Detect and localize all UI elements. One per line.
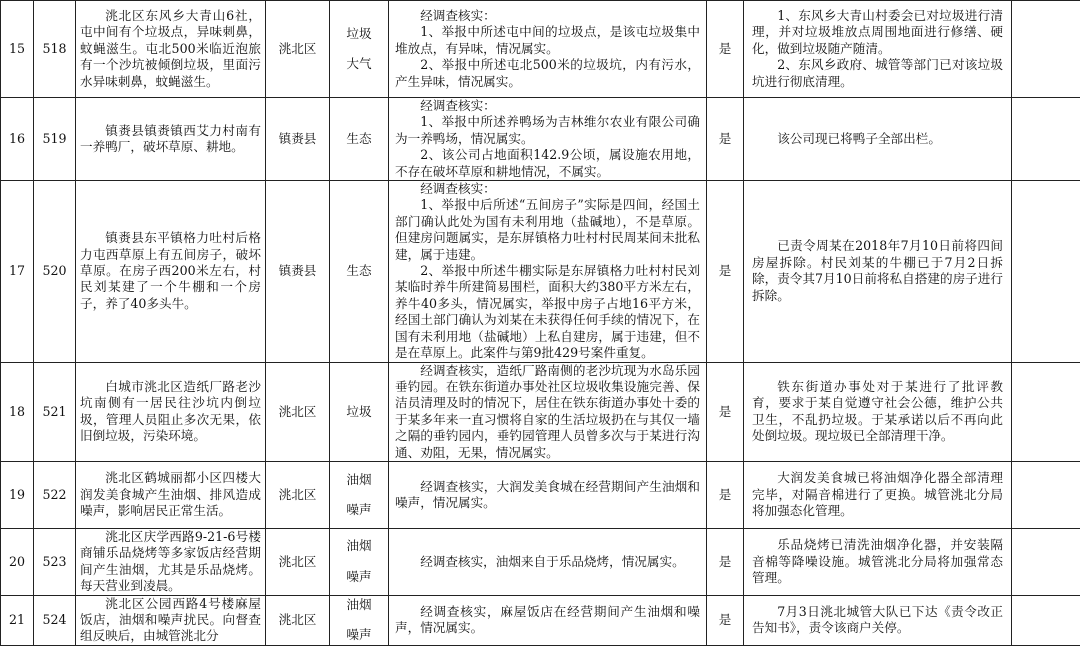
result-paragraph: 1、东风乡大青山村委会已对垃圾进行清理，并对垃圾堆放点周围地面进行修缮、硬化，做到垃圾随产随清。 — [752, 8, 1003, 57]
check-paragraph: 经调查核实： — [395, 8, 700, 24]
verdict-cell: 是 — [707, 461, 744, 528]
seq-cell: 19 — [1, 461, 34, 528]
type-label: 噪声 — [330, 569, 388, 585]
result-cell — [744, 528, 1012, 595]
district-cell: 洮北区 — [266, 595, 330, 645]
case-no-cell: 524 — [34, 595, 76, 645]
check-cell — [389, 98, 707, 181]
result-paragraph: 铁东街道办事处对于某进行了批评教育，要求于某自觉遵守社会公德，维护公共卫生，不乱扔垃圾。于某承诺以后不再向此处倒垃圾。现垃圾已全部清理干净。 — [752, 379, 1003, 445]
type-cell — [330, 461, 389, 528]
type-label: 噪声 — [330, 502, 388, 518]
type-label: 垃圾 — [330, 404, 388, 420]
case-no-cell: 521 — [34, 362, 76, 461]
verdict-cell: 是 — [707, 98, 744, 181]
case-no-cell: 522 — [34, 461, 76, 528]
check-paragraph: 经调查核实，大润发美食城在经营期间产生油烟和噪声，情况属实。 — [395, 479, 700, 512]
type-cell — [330, 595, 389, 645]
type-label: 大气 — [330, 56, 388, 72]
result-paragraph: 大润发美食城已将油烟净化器全部清理完毕，对隔音棉进行了更换。城管洮北分局将加强态化管理。 — [752, 470, 1003, 519]
blank-cell — [1012, 461, 1080, 528]
type-label: 生态 — [330, 263, 388, 279]
check-paragraph: 2、举报中所述牛棚实际是东屏镇格力吐村村民刘某临时养牛所建简易围栏，面积大约380平方米左右，养牛40多头，情况属实，举报中房子占地16平方米，经国土部门确认为刘某在未获得任何手续的情况下，在国有未利用地（盐碱地）上私自建房，属于违建，但不是在草原上。此案件与第9批429号案件重复。 — [395, 263, 700, 361]
table-row — [1, 1, 1080, 98]
district-cell: 洮北区 — [266, 362, 330, 461]
table-row — [1, 98, 1080, 181]
blank-cell — [1012, 528, 1080, 595]
type-label: 油烟 — [330, 472, 388, 488]
district-cell: 镇赉县 — [266, 181, 330, 362]
result-cell — [744, 1, 1012, 98]
check-paragraph: 经调查核实： — [395, 98, 700, 114]
district-cell: 洮北区 — [266, 461, 330, 528]
verdict-cell: 是 — [707, 1, 744, 98]
check-cell — [389, 362, 707, 461]
result-cell — [744, 461, 1012, 528]
type-label: 噪声 — [330, 627, 388, 643]
blank-cell — [1012, 1, 1080, 98]
description-cell: 洮北区鹤城丽都小区四楼大润发美食城产生油烟、排风造成噪声，影响居民正常生活。 — [76, 461, 266, 528]
type-cell — [330, 528, 389, 595]
blank-cell — [1012, 181, 1080, 362]
check-cell — [389, 181, 707, 362]
check-paragraph: 1、举报中所述养鸭场为吉林维尔农业有限公司确为一养鸭场，情况属实。 — [395, 114, 700, 147]
description-cell: 洮北区庆学西路9-21-6号楼商铺乐品烧烤等多家饭店经营期间产生油烟，尤其是乐品烧烤。每天营业到凌晨。 — [76, 528, 266, 595]
case-no-cell: 518 — [34, 1, 76, 98]
check-cell — [389, 461, 707, 528]
result-paragraph: 7月3日洮北城管大队已下达《责令改正告知书》，责令该商户关停。 — [752, 604, 1003, 637]
result-paragraph: 已责令周某在2018年7月10日前将四间房屋拆除。村民刘某的牛棚已于7月2日拆除，责令其7月10日前将私自搭建的房子进行拆除。 — [752, 238, 1003, 304]
seq-cell: 20 — [1, 528, 34, 595]
blank-cell — [1012, 595, 1080, 645]
description-cell: 白城市洮北区造纸厂路老沙坑南侧有一居民往沙坑内倒垃圾，管理人员阻止多次无果，依旧倒垃圾，污染环境。 — [76, 362, 266, 461]
type-label: 油烟 — [330, 597, 388, 613]
type-cell — [330, 98, 389, 181]
result-paragraph: 2、东风乡政府、城管等部门已对该垃圾坑进行彻底清理。 — [752, 57, 1003, 90]
type-label: 垃圾 — [330, 26, 388, 42]
type-label: 生态 — [330, 131, 388, 147]
check-paragraph: 经调查核实，油烟来自于乐品烧烤，情况属实。 — [395, 554, 700, 570]
seq-cell: 16 — [1, 98, 34, 181]
type-cell — [330, 181, 389, 362]
case-no-cell: 519 — [34, 98, 76, 181]
verdict-cell: 是 — [707, 595, 744, 645]
description-cell: 镇赉县镇赉镇西艾力村南有一养鸭厂，破坏草原、耕地。 — [76, 98, 266, 181]
seq-cell: 21 — [1, 595, 34, 645]
check-paragraph: 经调查核实： — [395, 181, 700, 197]
result-cell — [744, 98, 1012, 181]
type-cell — [330, 1, 389, 98]
table-row — [1, 362, 1080, 461]
description-cell: 洮北区公园西路4号楼麻屋饭店，油烟和噪声扰民。向督查组反映后，由城管洮北分 — [76, 595, 266, 645]
type-label: 油烟 — [330, 538, 388, 554]
check-paragraph: 1、举报中后所述“五间房子”实际是四间，经国土部门确认此处为国有未利用地（盐碱地），不是草原。但建房问题属实，是东屏镇格力吐村村民周某间未批私建，属于违建。 — [395, 197, 700, 263]
check-paragraph: 2、举报中所述屯北500米的垃圾坑，内有污水，产生异味，情况属实。 — [395, 57, 700, 90]
seq-cell: 17 — [1, 181, 34, 362]
verdict-cell: 是 — [707, 362, 744, 461]
table-row — [1, 181, 1080, 362]
type-cell — [330, 362, 389, 461]
table-row — [1, 595, 1080, 645]
check-paragraph: 1、举报中所述屯中间的垃圾点，是该屯垃圾集中堆放点，有异味，情况属实。 — [395, 24, 700, 57]
check-cell — [389, 528, 707, 595]
description-cell: 镇赉县东平镇格力吐村后格力屯西草原上有五间房子，破坏草原。在房子西200米左右，村民刘某建了一个牛棚和一个房子，养了40多头牛。 — [76, 181, 266, 362]
blank-cell — [1012, 98, 1080, 181]
description-cell: 洮北区东风乡大青山6社，屯中间有个垃圾点，异味刺鼻，蚊蝇滋生。屯北500米临近泡旅有一个沙坑被倾倒垃圾，里面污水异味刺鼻，蚊蝇滋生。 — [76, 1, 266, 98]
verdict-cell: 是 — [707, 528, 744, 595]
result-paragraph: 乐品烧烤已清洗油烟净化器，并安装隔音棉等降噪设施。城管洮北分局将加强常态管理。 — [752, 537, 1003, 586]
district-cell: 镇赉县 — [266, 98, 330, 181]
table-row — [1, 461, 1080, 528]
table-row — [1, 528, 1080, 595]
result-paragraph: 该公司现已将鸭子全部出栏。 — [752, 131, 1003, 147]
check-paragraph: 经调查核实，造纸厂路南侧的老沙坑现为水岛乐园垂钓园。在铁东街道办事处社区垃圾收集设施完善、保洁员清理及时的情况下，居住在铁东街道办事处十委的于某多年来一直习惯将自家的生活垃圾扔在与其仅一墙之隔的垂钓园内，垂钓园管理人员曾多次与于某进行沟通、劝阻，无果，情况属实。 — [395, 363, 700, 461]
check-cell — [389, 1, 707, 98]
result-cell — [744, 181, 1012, 362]
result-cell — [744, 362, 1012, 461]
seq-cell: 18 — [1, 362, 34, 461]
check-paragraph: 经调查核实，麻屋饭店在经营期间产生油烟和噪声，情况属实。 — [395, 604, 700, 637]
result-cell — [744, 595, 1012, 645]
seq-cell: 15 — [1, 1, 34, 98]
check-paragraph: 2、该公司占地面积142.9公顷，属设施农用地，不存在破坏草原和耕地情况，不属实。 — [395, 147, 700, 180]
district-cell: 洮北区 — [266, 528, 330, 595]
district-cell: 洮北区 — [266, 1, 330, 98]
case-no-cell: 523 — [34, 528, 76, 595]
verdict-cell: 是 — [707, 181, 744, 362]
check-cell — [389, 595, 707, 645]
blank-cell — [1012, 362, 1080, 461]
case-no-cell: 520 — [34, 181, 76, 362]
